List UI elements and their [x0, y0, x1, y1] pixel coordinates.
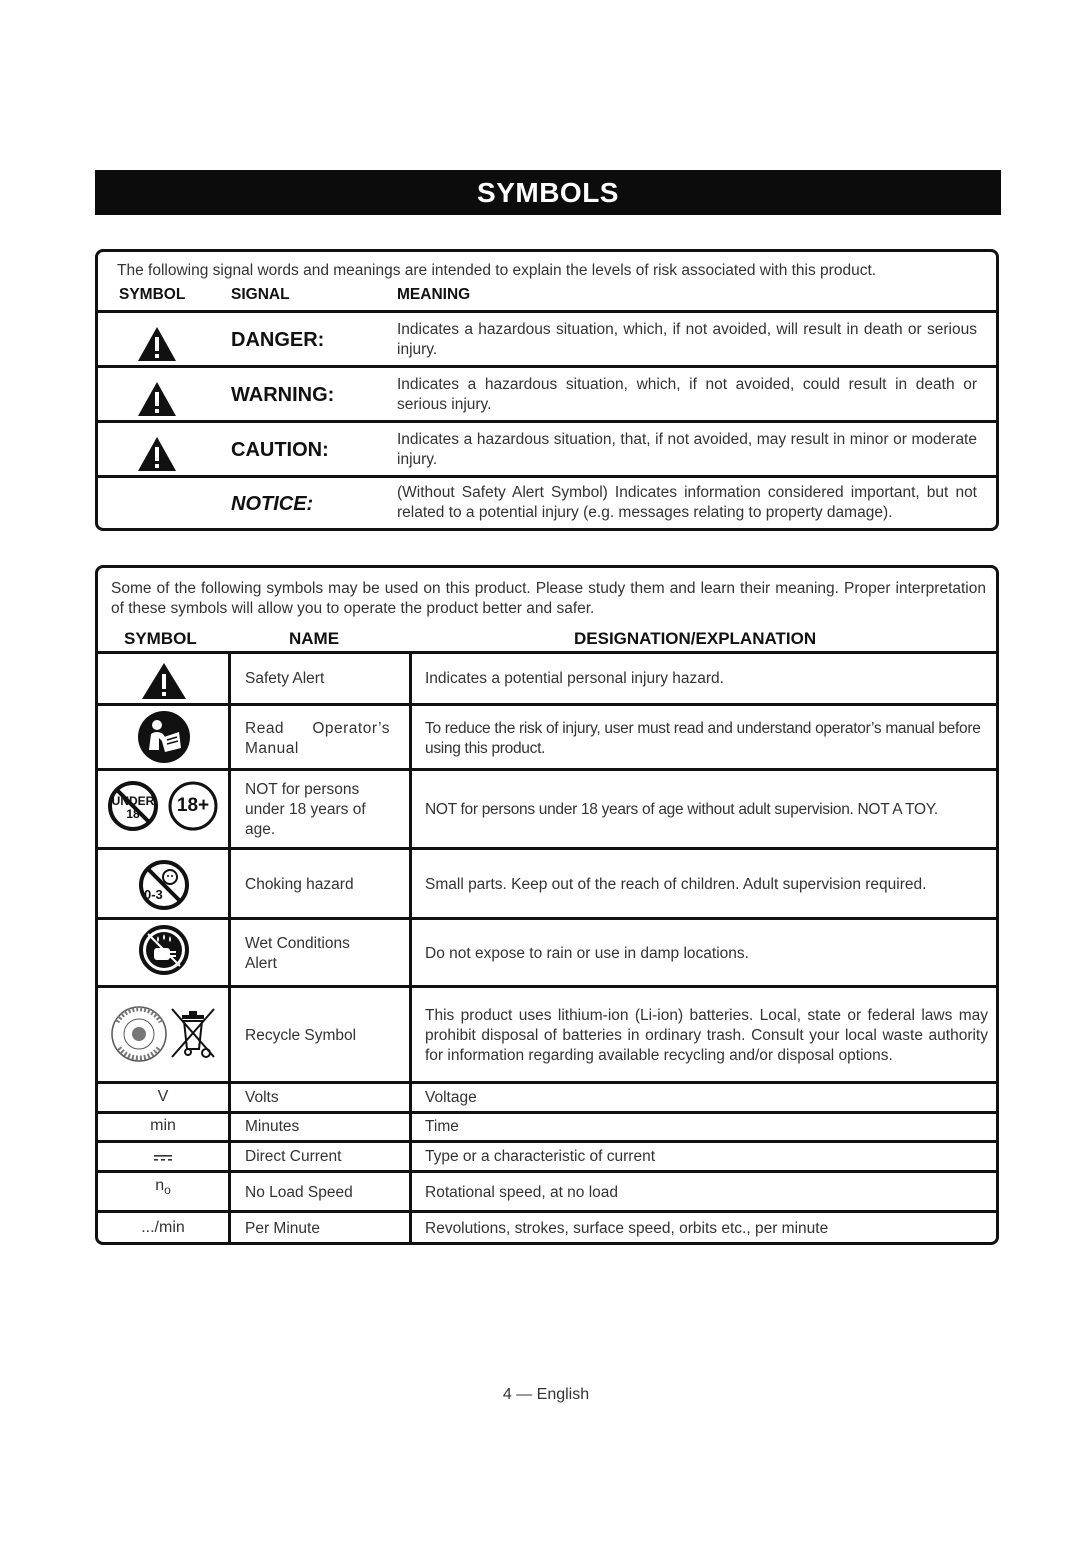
crossed-bin-icon — [168, 1005, 218, 1061]
symbol-no-load-speed — [98, 1177, 228, 1197]
symbol-no-load-speed-n: n — [155, 1177, 165, 1194]
name-volts: Volts — [245, 1089, 279, 1106]
under-18-number: 18 — [126, 807, 140, 821]
symbol-volts: V — [157, 1088, 169, 1105]
name-safety-alert: Safety Alert — [245, 670, 325, 687]
choking-hazard-icon — [138, 859, 190, 911]
name-read-manual: Read Operator’s Manual — [245, 720, 390, 757]
explanation-per-minute: Revolutions, strokes, surface speed, orbits etc., per minute — [425, 1220, 829, 1237]
under-18-icon — [107, 780, 159, 832]
header-name: NAME — [289, 629, 340, 648]
name-minutes: Minutes — [245, 1118, 300, 1135]
explanation-wet-conditions: Do not expose to rain or use in damp locations. — [425, 945, 749, 962]
explanation-read-manual: To reduce the risk of injury, user must read and understand operator’s manual before using this product. — [425, 720, 981, 757]
header-meaning: MEANING — [397, 286, 471, 303]
danger-alert-icon — [137, 326, 177, 362]
signal-notice: NOTICE: — [231, 493, 314, 515]
explanation-choking-hazard: Small parts. Keep out of the reach of children. Adult supervision required. — [425, 876, 927, 893]
eighteen-plus-text: 18+ — [176, 795, 210, 816]
symbol-per-minute: .../min — [141, 1219, 185, 1236]
name-choking-hazard: Choking hazard — [245, 876, 354, 893]
symbols-table — [95, 565, 999, 1245]
explanation-safety-alert: Indicates a potential personal injury hazard. — [425, 670, 724, 687]
page-footer: 4 — English — [502, 1386, 590, 1403]
header-symbol-2: SYMBOL — [124, 629, 197, 648]
signal-words-table — [95, 249, 999, 531]
meaning-caution: Indicates a hazardous situation, that, if not avoided, may result in minor or moderate injury. — [397, 431, 977, 468]
name-direct-current: Direct Current — [245, 1148, 342, 1165]
meaning-notice: (Without Safety Alert Symbol) Indicates information considered important, but not related to a potential injury (e.g. messages relating to property damage). — [397, 484, 977, 521]
signal-warning: WARNING: — [231, 384, 335, 406]
name-no-load-speed: No Load Speed — [245, 1184, 353, 1201]
explanation-no-load-speed: Rotational speed, at no load — [425, 1184, 619, 1201]
warning-alert-icon — [137, 381, 177, 417]
symbol-no-load-speed-sub: o — [164, 1183, 171, 1198]
header-symbol: SYMBOL — [119, 286, 186, 303]
name-under-18: NOT for persons under 18 years of age. — [245, 781, 366, 838]
header-designation: DESIGNATION/EXPLANATION — [574, 629, 817, 648]
page-title: SYMBOLS — [95, 170, 1001, 215]
meaning-danger: Indicates a hazardous situation, which, if not avoided, will result in death or serious injury. — [397, 321, 977, 358]
explanation-minutes: Time — [425, 1118, 459, 1135]
caution-alert-icon — [137, 436, 177, 472]
choking-age-text: 0-3 — [144, 887, 163, 902]
safety-alert-icon — [141, 662, 187, 700]
read-manual-icon — [137, 710, 191, 764]
eighteen-plus-icon — [167, 780, 219, 832]
symbols-intro: Some of the following symbols may be used on this product. Please study them and learn their meaning. Proper interpretation of these symbols will allow you to operate the product better and safer. — [111, 580, 986, 617]
header-signal: SIGNAL — [231, 286, 290, 303]
meaning-warning: Indicates a hazardous situation, which, if not avoided, could result in death or serious injury. — [397, 376, 977, 413]
wet-conditions-icon — [138, 924, 190, 976]
signal-intro: The following signal words and meanings are intended to explain the levels of risk associated with this product. — [117, 262, 877, 279]
explanation-recycle: This product uses lithium-ion (Li-ion) batteries. Local, state or federal laws may prohibit disposal of batteries in ordinary trash. Consult your local waste authority for information regarding available recycling and/or disposal options. — [425, 1007, 988, 1064]
name-recycle: Recycle Symbol — [245, 1027, 357, 1044]
explanation-volts: Voltage — [425, 1089, 477, 1106]
explanation-under-18: NOT for persons under 18 years of age without adult supervision. NOT A TOY. — [425, 801, 938, 818]
under-icon-text: UNDER — [111, 794, 155, 808]
explanation-direct-current: Type or a characteristic of current — [425, 1148, 656, 1165]
name-wet-conditions: Wet Conditions Alert — [245, 935, 350, 972]
recycle-icon — [109, 1004, 169, 1064]
direct-current-icon — [154, 1155, 172, 1161]
signal-caution: CAUTION: — [231, 439, 329, 461]
name-per-minute: Per Minute — [245, 1220, 320, 1237]
symbol-minutes: min — [150, 1117, 176, 1134]
signal-danger: DANGER: — [231, 329, 325, 351]
